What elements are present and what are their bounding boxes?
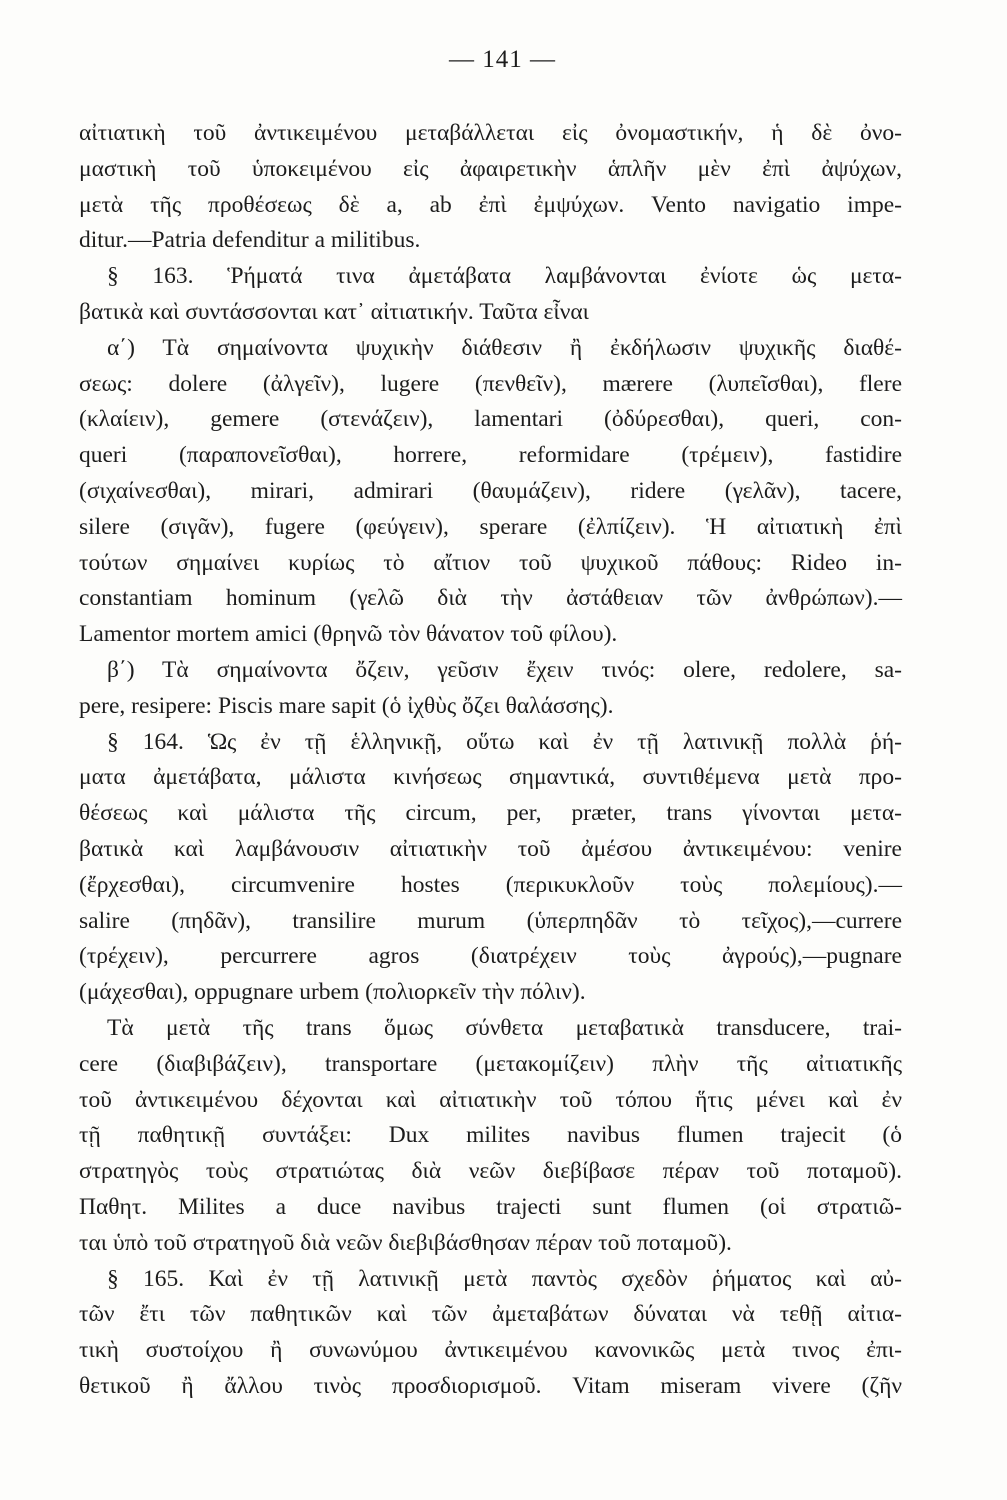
paragraph-trans-compounds	[79, 1011, 902, 1262]
text-line: Παθητ. Milites a duce navibus trajecti sunt flumen (οἱ στρατιῶ-	[79, 1193, 902, 1220]
text-line: βατικὰ καὶ συντάσσονται κατ᾽ αἰτιατικήν. Ταῦτα εἶναι	[79, 298, 589, 325]
paragraph-item-beta	[79, 653, 902, 725]
text-line: ται ὑπὸ τοῦ στρατηγοῦ διὰ νεῶν διεβιβάσθησαν πέραν τοῦ ποταμοῦ).	[79, 1229, 732, 1256]
text-line: θετικοῦ ἢ ἄλλου τινὸς προσδιορισμοῦ. Vitam miseram vivere (ζῆν	[79, 1372, 902, 1399]
text-line: Lamentor mortem amici (θρηνῶ τὸν θάνατον τοῦ φίλου).	[79, 621, 618, 648]
text-line: ditur.—Patria defenditur a militibus.	[79, 227, 421, 254]
text-line: μετὰ τῆς προθέσεως δὲ a, ab ἐπὶ ἐμψύχων. Vento navigatio impe-	[79, 191, 902, 218]
text-line: θέσεως καὶ μάλιστα τῆς circum, per, præter, trans γίνονται μετα-	[79, 800, 902, 827]
paragraph-section-164	[79, 725, 902, 1011]
text-line: αἰτιατικὴ τοῦ ἀντικειμένου μεταβάλλεται εἰς ὀνομαστικήν, ἡ δὲ ὀνο-	[79, 120, 902, 146]
text-line: (τρέχειν), percurrere agros (διατρέχειν τοὺς ἀγρούς),—pugnare	[79, 943, 902, 970]
text-line: σεως: dolere (ἀλγεῖν), lugere (πενθεῖν), mærere (λυπεῖσθαι), flere	[79, 370, 902, 397]
text-line: pere, resipere: Piscis mare sapit (ὁ ἰχθὺς ὄζει θαλάσσης).	[79, 692, 614, 719]
text-line: constantiam hominum (γελῶ διὰ τὴν ἀστάθειαν τῶν ἀνθρώπων).—	[79, 585, 902, 612]
text-line: τούτων σημαίνει κυρίως τὸ αἴτιον τοῦ ψυχικοῦ πάθους: Rideo in-	[79, 549, 902, 576]
text-line: στρατηγὸς τοὺς στρατιώτας διὰ νεῶν διεβίβασε πέραν τοῦ ποταμοῦ).	[79, 1158, 902, 1185]
page-body	[79, 116, 902, 1405]
text-line: (ἔρχεσθαι), circumvenire hostes (περικυκλοῦν τοὺς πολεμίους).—	[79, 871, 902, 898]
text-line: μαστικὴ τοῦ ὑποκειμένου εἰς ἀφαιρετικὴν ἁπλῆν μὲν ἐπὶ ἀψύχων,	[79, 155, 902, 182]
text-line: (μάχεσθαι), oppugnare urbem (πολιορκεῖν τὴν πόλιν).	[79, 979, 586, 1006]
text-line: α΄) Τὰ σημαίνοντα ψυχικὴν διάθεσιν ἢ ἐκδήλωσιν ψυχικῆς διαθέ-	[107, 334, 902, 361]
paragraph	[79, 116, 902, 259]
text-line: τοῦ ἀντικειμένου δέχονται καὶ αἰτιατικὴν τοῦ τόπου ἥτις μένει καὶ ἐν	[79, 1086, 902, 1113]
paragraph-section-165	[79, 1262, 902, 1405]
text-line: ματα ἀμετάβατα, μάλιστα κινήσεως σημαντικά, συντιθέμενα μετὰ προ-	[79, 764, 902, 791]
text-line: salire (πηδᾶν), transilire murum (ὑπερπηδᾶν τὸ τεῖχος),—currere	[79, 907, 902, 934]
text-line: β΄) Τὰ σημαίνοντα ὄζειν, γεῦσιν ἔχειν τινός: olere, redolere, sa-	[107, 656, 902, 683]
text-line: τικὴ συστοίχου ἢ συνωνύμου ἀντικειμένου κανονικῶς μετὰ τινος ἐπι-	[79, 1337, 902, 1364]
text-line: Τὰ μετὰ τῆς trans ὅμως σύνθετα μεταβατικὰ transducere, trai-	[107, 1014, 902, 1041]
text-line: (σιχαίνεσθαι), mirari, admirari (θαυμάζειν), ridere (γελᾶν), tacere,	[79, 477, 902, 504]
text-line: βατικὰ καὶ λαμβάνουσιν αἰτιατικὴν τοῦ ἀμέσου ἀντικειμένου: venire	[79, 835, 902, 862]
text-line: τῶν ἔτι τῶν παθητικῶν καὶ τῶν ἀμεταβάτων δύναται νὰ τεθῇ αἰτια-	[79, 1301, 902, 1328]
text-line: (κλαίειν), gemere (στενάζειν), lamentari (ὀδύρεσθαι), queri, con-	[79, 406, 902, 433]
page-number: — 141 —	[449, 46, 556, 73]
text-line: § 163. Ῥήματά τινα ἀμετάβατα λαμβάνονται ἐνίοτε ὡς μετα-	[107, 263, 902, 290]
paragraph-section-163	[79, 259, 902, 331]
text-line: cere (διαβιβάζειν), transportare (μετακομίζειν) πλὴν τῆς αἰτιατικῆς	[79, 1050, 902, 1077]
text-line: silere (σιγᾶν), fugere (φεύγειν), sperare (ἐλπίζειν). Ἡ αἰτιατικὴ ἐπὶ	[79, 513, 902, 540]
text-line: § 165. Καὶ ἐν τῇ λατινικῇ μετὰ παντὸς σχεδὸν ῥήματος καὶ αὐ-	[107, 1265, 902, 1292]
text-line: τῇ παθητικῇ συντάξει: Dux milites navibus flumen trajecit (ὁ	[79, 1122, 902, 1149]
paragraph-item-alpha	[79, 331, 902, 653]
text-line: § 164. Ὡς ἐν τῇ ἑλληνικῇ, οὕτω καὶ ἐν τῇ λατινικῇ πολλὰ ῥή-	[107, 728, 902, 755]
text-line: queri (παραπονεῖσθαι), horrere, reformidare (τρέμειν), fastidire	[79, 442, 902, 469]
